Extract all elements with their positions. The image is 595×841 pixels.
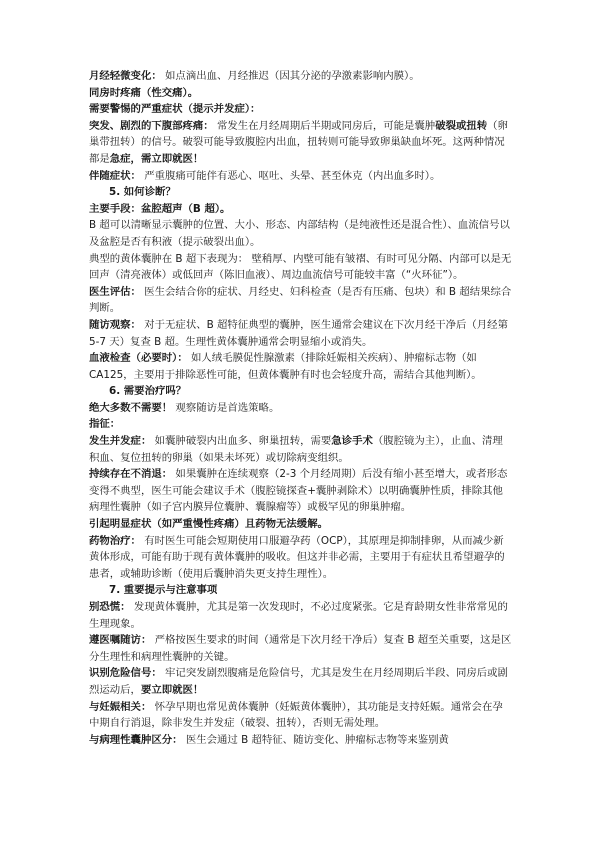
paragraph xyxy=(89,699,513,732)
paragraph xyxy=(89,350,513,383)
body-text: 典型的黄体囊肿在 B 超下表现为： 壁稍厚、内壁可能有皱褶、有时可见分隔、内部可以是无回声（清亮液体）或低回声（陈旧血液）、周边血流信号可能较丰富（“火环征”）。 xyxy=(89,252,512,282)
bold-text: 与病理性囊肿区分： xyxy=(89,733,183,746)
bold-text: 随访观察： xyxy=(89,318,141,331)
body-text: 严重腹痛可能伴有恶心、呕吐、头晕、甚至休克（内出血多时）。 xyxy=(140,169,441,182)
section-heading xyxy=(89,184,513,201)
bold-text: 指征： xyxy=(89,418,121,431)
body-text: 医生会结合你的症状、月经史、妇科检查（是否有压痛、包块）和 B 超结果综合判断。 xyxy=(89,285,512,315)
body-text: 医生会通过 B 超特征、随访变化、肿瘤标志物等来鉴别黄 xyxy=(182,733,449,746)
bold-text: 与妊娠相关： xyxy=(89,700,152,713)
bold-text: 持续存在不消退： xyxy=(89,468,173,481)
bold-text: 急症，需立即就医！ xyxy=(109,152,204,165)
body-text: 牢记突发剧烈腹痛是危险信号，尤其是发生在月经周期后半段、同房后或剧烈运动后， xyxy=(89,667,508,696)
paragraph xyxy=(89,732,513,749)
body-text: 有时医生可能会短期使用口服避孕药（OCP），其原理是抑制排卵，从而减少新黄体形成，可能有助于现有黄体囊肿的吸收。但这并非必需，主要用于有症状且希望避孕的患者，或辅助诊断（使用后囊肿消失更支持生理性）。 xyxy=(89,534,505,580)
section-heading xyxy=(89,582,513,599)
body-text: 如囊肿破裂内出血多、卵巢扭转，需要 xyxy=(151,435,332,448)
body-text: 对于无症状、B 超特征典型的囊肿，医生通常会建议在下次月经干净后（月经第 5-7 天）复查 B 超。生理性黄体囊肿通常会明显缩小或消失。 xyxy=(89,318,508,348)
paragraph xyxy=(89,400,513,417)
paragraph xyxy=(89,284,513,317)
bold-text: 破裂或扭转 xyxy=(435,119,488,132)
paragraph xyxy=(89,168,513,185)
bold-text: 绝大多数不需要！ xyxy=(89,401,173,414)
bold-text: 血液检查（必要时）： xyxy=(89,352,188,365)
paragraph xyxy=(89,118,513,168)
bold-text: 7. 重要提示与注意事项 xyxy=(109,584,218,597)
body-text: 观察随访是首选策略。 xyxy=(172,401,280,414)
bold-text: 识别危险信号： xyxy=(89,667,162,680)
body-text: （卵巢带扭转）的信号。破裂可能导致腹腔内出血，扭转则可能导致卵巢缺血坏死。这两种情况都是 xyxy=(89,119,508,165)
paragraph xyxy=(89,433,513,466)
paragraph xyxy=(89,217,513,250)
paragraph xyxy=(89,516,513,533)
paragraph xyxy=(89,251,513,284)
paragraph xyxy=(89,85,513,102)
paragraph xyxy=(89,533,513,583)
section-heading xyxy=(89,383,513,400)
bold-text: 别恐慌： xyxy=(89,601,131,613)
bold-text: 药物治疗： xyxy=(89,534,141,547)
bold-text: 伴随症状： xyxy=(89,169,141,182)
body-text: 常发生在月经周期后半期或同房后，可能是囊肿 xyxy=(213,119,436,132)
paragraph xyxy=(89,317,513,350)
bold-text: 医生评估： xyxy=(89,285,141,298)
paragraph xyxy=(89,466,513,516)
paragraph xyxy=(89,599,513,632)
paragraph xyxy=(89,632,513,665)
body-text: 发现黄体囊肿，尤其是第一次发现时，不必过度紧张。它是育龄期女性非常常见的生理现象。 xyxy=(89,601,508,630)
paragraph xyxy=(89,101,513,118)
body-text: 如点滴出血、月经推迟（因其分泌的孕激素影响内膜）。 xyxy=(161,70,420,82)
paragraph xyxy=(89,68,513,85)
bold-text: 遵医嘱随访： xyxy=(89,634,152,647)
body-text: 怀孕早期也常见黄体囊肿（妊娠黄体囊肿），其功能是支持妊娠。通常会在孕中期自行消退，除非发生并发症（破裂、扭转），否则无需处理。 xyxy=(89,700,503,730)
body-text: B 超可以清晰显示囊肿的位置、大小、形态、内部结构（是纯液性还是混合性）、血流信号以及盆腔是否有积液（提示破裂出血）。 xyxy=(89,219,510,248)
bold-text: 6. 需要治疗吗？ xyxy=(109,385,187,398)
body-text: （腹腔镜为主），止血、清理积血、复位扭转的卵巢（如果未坏死）或切除病变组织。 xyxy=(89,435,503,464)
document-body xyxy=(89,68,513,748)
bold-text: 突发、剧烈的下腹部疼痛： xyxy=(89,119,214,132)
bold-text: 主要手段：盆腔超声（B 超）。 xyxy=(89,202,231,215)
paragraph xyxy=(89,201,513,218)
body-text: 严格按医生要求的时间（通常是下次月经干净后）复查 B 超至关重要，这是区分生理性和病理性囊肿的关键。 xyxy=(89,634,512,663)
bold-text: 同房时疼痛（性交痛）。 xyxy=(89,86,199,99)
bold-text: 需要警惕的严重症状（提示并发症）： xyxy=(89,103,261,116)
paragraph xyxy=(89,665,513,698)
paragraph xyxy=(89,416,513,433)
body-text: 如果囊肿在连续观察（2-3 个月经周期）后没有缩小甚至增大，或者形态变得不典型，医生可能会建议手术（腹腔镜探查+囊肿剥除术）以明确囊肿性质，排除其他病理性囊肿（如子宫内膜异位囊肿、囊腺瘤等）或极罕见的卵巢肿瘤。 xyxy=(89,468,508,514)
body-text: 如人绒毛膜促性腺激素（排除妊娠相关疾病）、肿瘤标志物（如 CA125，主要用于排除恶性可能，但黄体囊肿有时也会轻度升高，需结合其他判断）。 xyxy=(89,352,482,381)
bold-text: 引起明显症状（如严重慢性疼痛）且药物无法缓解。 xyxy=(89,518,328,531)
bold-text: 月经轻微变化： xyxy=(89,70,162,82)
bold-text: 发生并发症： xyxy=(89,435,152,448)
bold-text: 5. 如何诊断？ xyxy=(109,186,176,199)
bold-text: 急诊手术 xyxy=(331,435,373,448)
bold-text: 要立即就医！ xyxy=(140,683,204,696)
